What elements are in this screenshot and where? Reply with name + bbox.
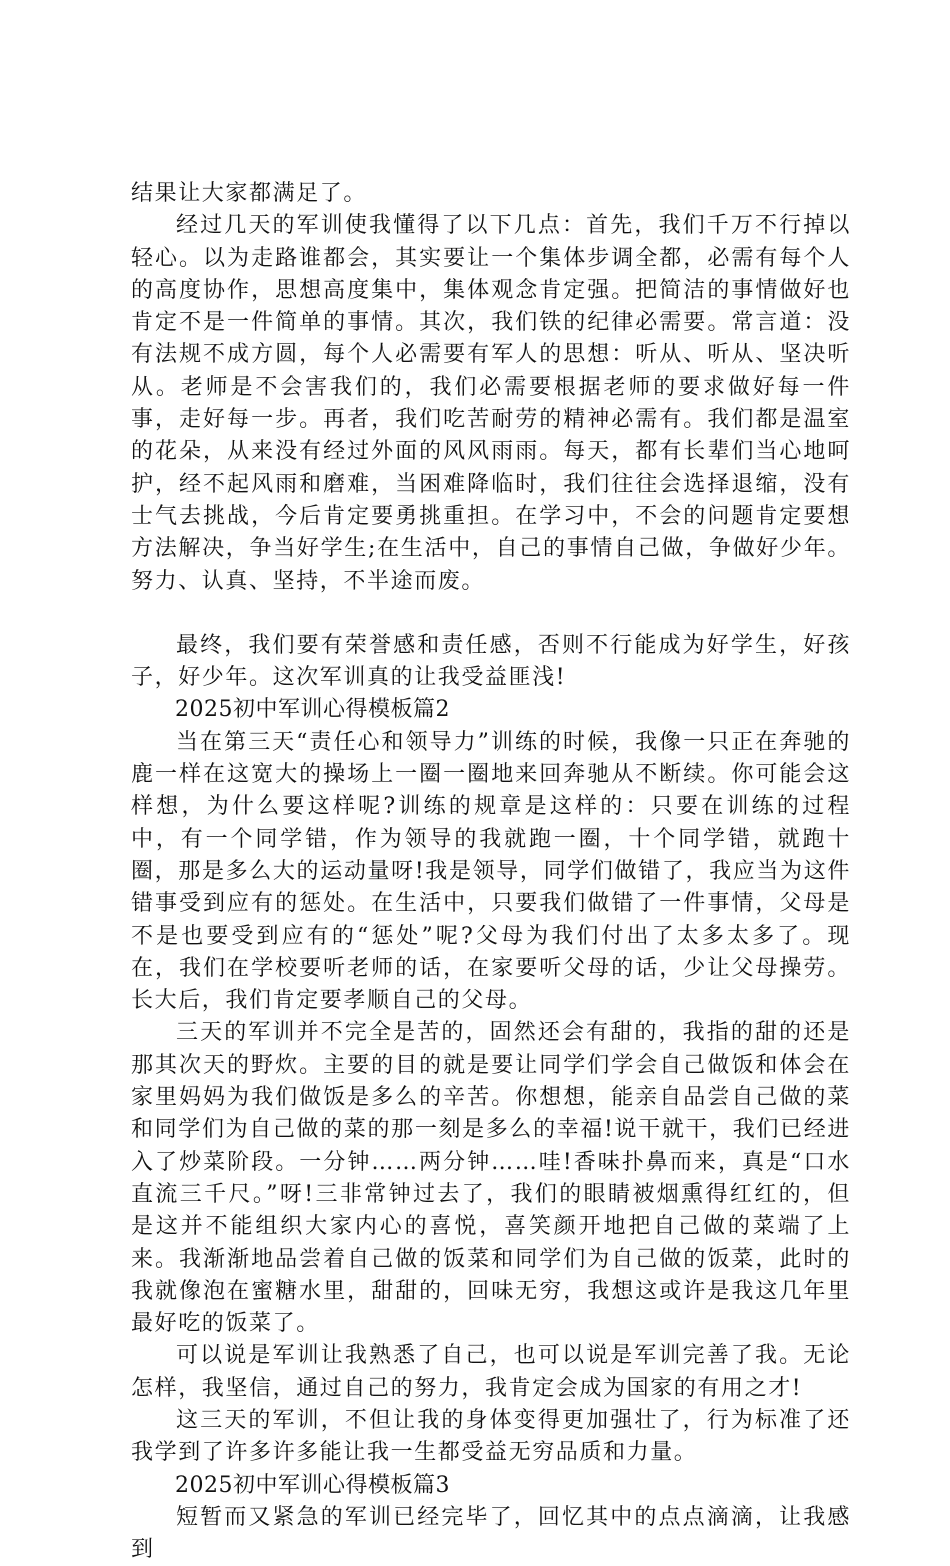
document-body	[131, 178, 851, 1566]
paragraph-short-training: 短暂而又紧急的军训已经完毕了，回忆其中的点点滴滴，让我感到	[131, 1504, 851, 1563]
paragraph-lessons: 经过几天的军训使我懂得了以下几点：首先，我们千万不行掉以轻心。以为走路谁都会，其实要让一个集体步调全都，必需有每个人的高度协作，思想高度集中，集体观念肯定强。把简洁的事情做好也肯定不是一件简单的事情。其次，我们铁的纪律必需要。常言道：没有法规不成方圆，每个人必需要有军人的思想：听从、听从、坚决听从。老师是不会害我们的，我们必需要根据老师的要求做好每一件事，走好每一步。再者，我们吃苦耐劳的精神必需有。我们都是温室的花朵，从来没有经过外面的风风雨雨。每天，都有长辈们当心地呵护，经不起风雨和磨难，当困难降临时，我们往往会选择退缩，没有士气去挑战，今后肯定要勇挑重担。在学习中，不会的问题肯定要想方法解决，争当好学生;在生活中，自己的事情自己做，争做好少年。努力、认真、坚持，不半途而废。	[131, 213, 851, 594]
section-heading-2: 2025初中军训心得模板篇2	[175, 697, 450, 723]
paragraph-picnic: 三天的军训并不完全是苦的，固然还会有甜的，我指的甜的还是那其次天的野炊。主要的目的就是要让同学们学会自己做饭和体会在家里妈妈为我们做饭是多么的辛苦。你想想，能亲自品尝自己做的菜和同学们为自己做的菜的那一刻是多么的幸福!说干就干，我们已经进入了炒菜阶段。一分钟……两分钟……哇!香味扑鼻而来，真是“口水直流三千尺。”呀!三非常钟过去了，我们的眼睛被烟熏得红红的，但是这并不能组织大家内心的喜悦，喜笑颜开地把自己做的菜端了上来。我渐渐地品尝着自己做的饭菜和同学们为自己做的饭菜，此时的我就像泡在蜜糖水里，甜甜的，回味无穷，我想这或许是我这几年里最好吃的饭菜了。	[131, 1020, 851, 1337]
paragraph-conclusion: 最终，我们要有荣誉感和责任感，否则不行能成为好学生，好孩子，好少年。这次军训真的让我受益匪浅!	[131, 632, 851, 691]
paragraph-three-days: 这三天的军训，不但让我的身体变得更加强壮了，行为标准了还我学到了许多许多能让我一生都受益无穷品质和力量。	[131, 1407, 851, 1466]
section-heading-3: 2025初中军训心得模板篇3	[175, 1472, 450, 1498]
paragraph-self-knowledge: 可以说是军训让我熟悉了自己，也可以说是军训完善了我。无论怎样，我坚信，通过自己的努力，我肯定会成为国家的有用之才!	[131, 1343, 851, 1401]
paragraph-continuation: 结果让大家都满足了。	[131, 181, 368, 206]
paragraph-leadership: 当在第三天“责任心和领导力”训练的时候，我像一只正在奔驰的鹿一样在这宽大的操场上一圈一圈地来回奔驰从不断续。你可能会这样想，为什么要这样呢?训练的规章是这样的：只要在训练的过程中，有一个同学错，作为领导的我就跑一圈，十个同学错，就跑十圈，那是多么大的运动量呀!我是领导，同学们做错了，我应当为这件错事受到应有的惩处。在生活中，只要我们做错了一件事情，父母是不是也要受到应有的“惩处”呢?父母为我们付出了太多太多了。现在，我们在学校要听老师的话，在家要听父母的话，少让父母操劳。长大后，我们肯定要孝顺自己的父母。	[131, 729, 851, 1014]
